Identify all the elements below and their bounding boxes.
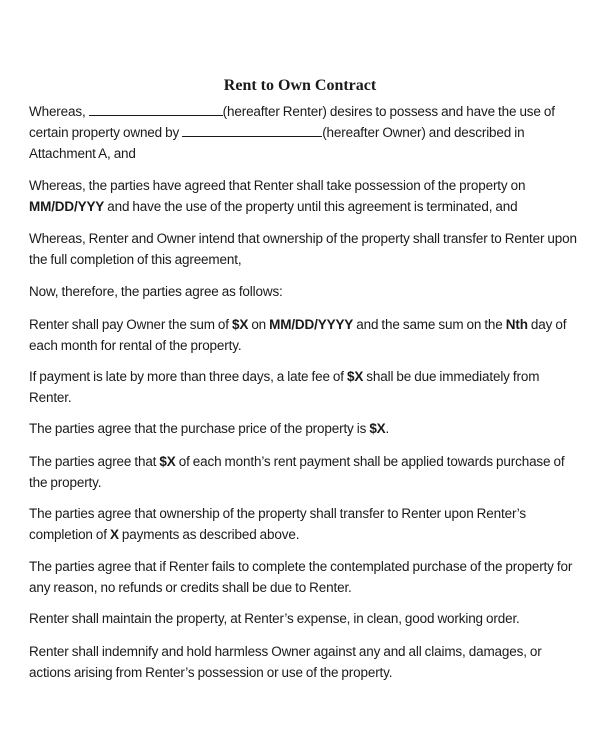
document-title: Rent to Own Contract xyxy=(223,77,377,94)
paragraph-purchase-price xyxy=(29,418,577,439)
count-placeholder: X xyxy=(109,527,119,542)
text-run: and the same sum on the xyxy=(353,317,506,332)
paragraph-line: the full completion of this agreement, xyxy=(29,252,242,267)
paragraph-indemnify xyxy=(29,641,577,683)
text-run: on xyxy=(248,317,270,332)
owner-name-blank xyxy=(182,124,322,137)
paragraph-line: the property. xyxy=(29,475,102,490)
text-run: (hereafter Renter) desires to possess and have the use of xyxy=(222,104,555,119)
paragraph-line: Whereas, the parties have agreed that Renter shall take possession of the property on xyxy=(29,178,526,193)
paragraph-rent-payment xyxy=(29,314,577,356)
date-placeholder: MM/DD/YYYY xyxy=(269,317,354,332)
text-run: If payment is late by more than three days, a late fee of xyxy=(29,369,347,384)
paragraph-late-fee xyxy=(29,366,577,408)
paragraph-line: Renter. xyxy=(29,390,72,405)
paragraph-line: Whereas, Renter and Owner intend that ownership of the property shall transfer to Renter upon xyxy=(29,231,577,246)
paragraph-agree-as-follows xyxy=(29,281,577,302)
paragraph-line: Now, therefore, the parties agree as follows: xyxy=(29,284,283,299)
paragraph-line: Renter shall maintain the property, at Renter’s expense, in clean, good working order. xyxy=(29,611,520,626)
text-run: The parties agree that the purchase price of the property is xyxy=(29,421,370,436)
paragraph-line: Renter shall indemnify and hold harmless Owner against any and all claims, damages, or xyxy=(29,644,542,659)
paragraph-line xyxy=(29,122,577,143)
text-run: Renter shall pay Owner the sum of xyxy=(29,317,232,332)
paragraph-line xyxy=(29,196,577,217)
paragraph-ownership-transfer xyxy=(29,503,577,545)
paragraph-line: actions arising from Renter’s possession or use of the property. xyxy=(29,665,393,680)
paragraph-line: Attachment A, and xyxy=(29,146,136,161)
paragraph-ownership-intent xyxy=(29,228,577,270)
text-run: completion of xyxy=(29,527,110,542)
amount-placeholder: $X xyxy=(346,369,364,384)
paragraph-line: The parties agree that ownership of the property shall transfer to Renter upon Renter’s xyxy=(29,506,526,521)
text-run: and have the use of the property until this agreement is terminated, and xyxy=(104,199,518,214)
paragraph-no-refunds xyxy=(29,556,577,598)
day-placeholder: Nth xyxy=(505,317,528,332)
paragraph-line xyxy=(29,418,577,439)
text-run: of each month’s rent payment shall be applied towards purchase of xyxy=(175,454,565,469)
paragraph-line xyxy=(29,524,577,545)
text-run: shall be due immediately from xyxy=(363,369,540,384)
paragraph-maintenance xyxy=(29,608,577,629)
paragraph-line xyxy=(29,101,577,122)
paragraph-rent-applied xyxy=(29,451,577,493)
text-run: payments as described above. xyxy=(118,527,300,542)
amount-placeholder: $X xyxy=(159,454,176,469)
paragraph-line xyxy=(29,451,577,472)
paragraph-line xyxy=(29,366,577,387)
text-run: day of xyxy=(527,317,567,332)
text-run: (hereafter Owner) and described in xyxy=(322,125,525,140)
renter-name-blank xyxy=(89,103,223,116)
paragraph-whereas-parties xyxy=(29,101,577,164)
paragraph-line xyxy=(29,314,577,335)
amount-placeholder: $X xyxy=(369,421,386,436)
paragraph-line: The parties agree that if Renter fails to complete the contemplated purchase of the property for xyxy=(29,559,573,574)
paragraph-possession xyxy=(29,175,577,217)
date-placeholder: MM/DD/YYY xyxy=(29,199,105,214)
text-run: certain property owned by xyxy=(29,125,183,140)
text-run: The parties agree that xyxy=(29,454,160,469)
text-run: Whereas, xyxy=(29,104,89,119)
paragraph-line: each month for rental of the property. xyxy=(29,338,242,353)
text-run: . xyxy=(385,421,390,436)
paragraph-line: any reason, no refunds or credits shall be due to Renter. xyxy=(29,580,352,595)
amount-placeholder: $X xyxy=(232,317,249,332)
